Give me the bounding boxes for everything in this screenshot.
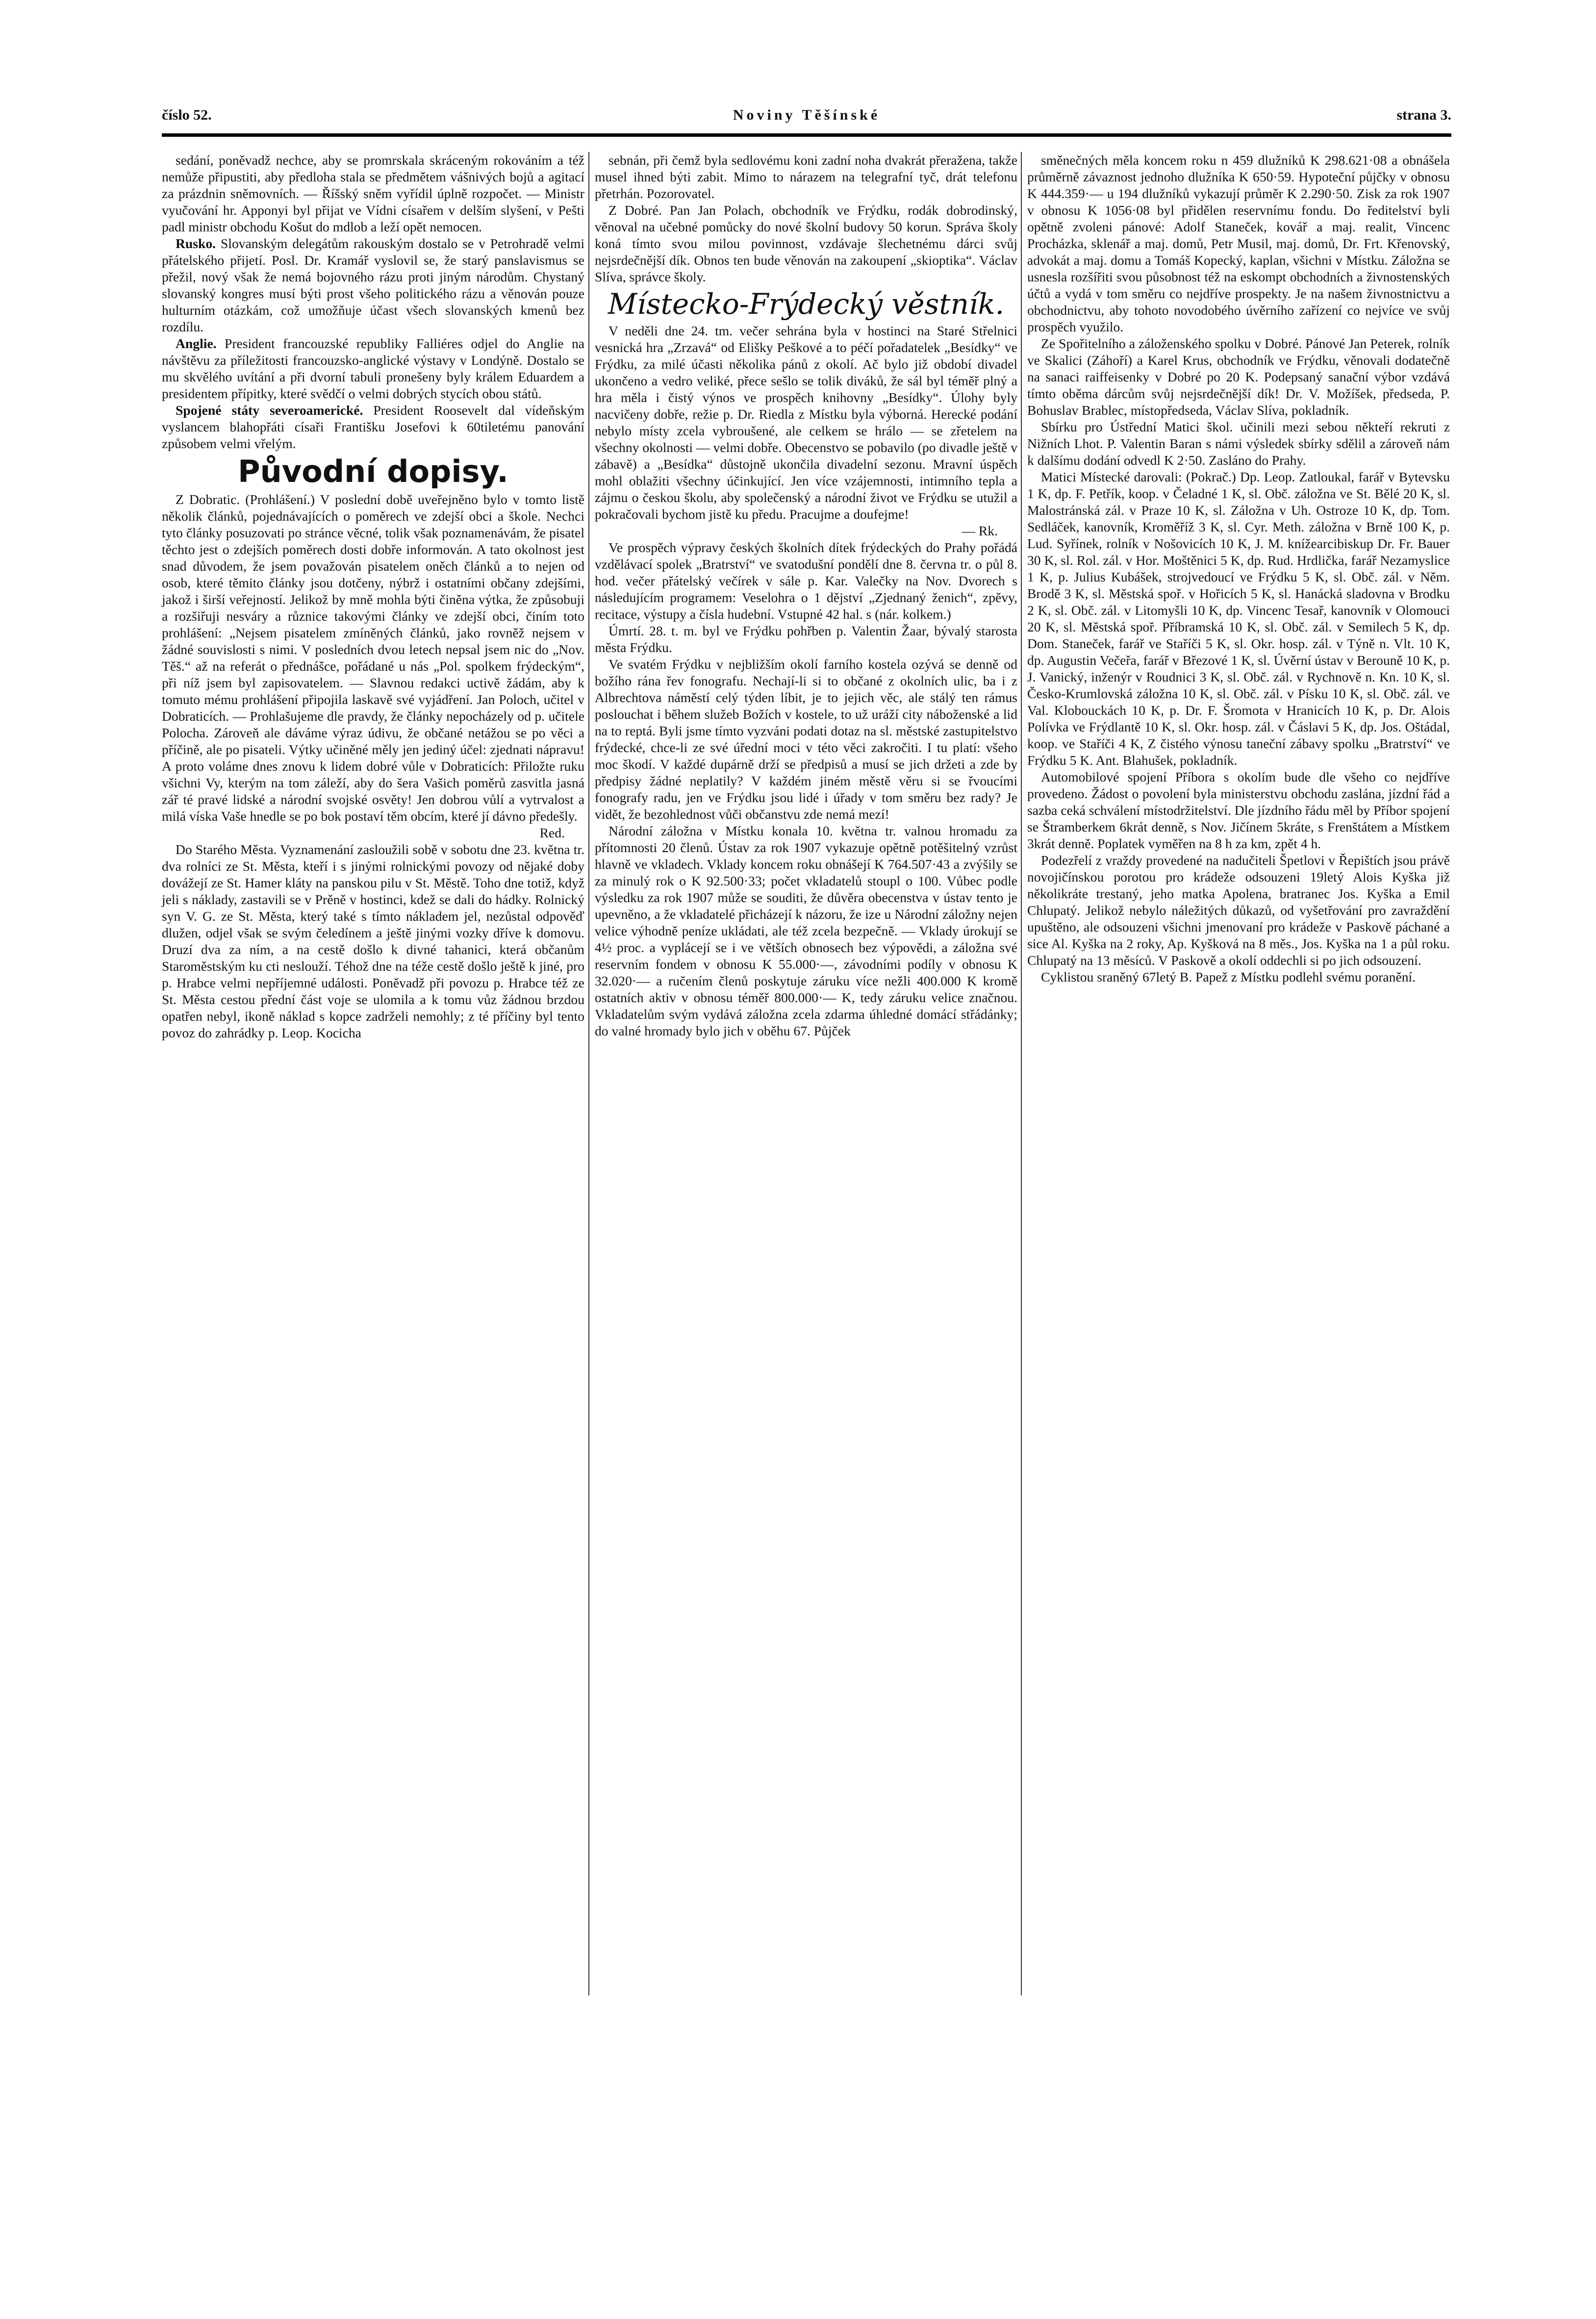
page-header — [162, 107, 1451, 128]
paragraph-text: President Roosevelt dal vídeňským vyslancem blahopřáti císaři Františku Josefovi k 60tiletému panování způsobem velmi vřelým. — [162, 403, 584, 451]
article-paragraph: Podezřelí z vraždy provedené na nadučiteli Špetlovi v Řepištích jsou právě novojičínskou porotou pro krádeže odsouzeni 19letý Alois Kyška již několikráte trestaný, jeho matka Apolena, bratranec Jos. Kyška a Emil Chlupatý. Jelikož nebylo náležitých důkazů, od vyšetřování pro zavraždění upuštěno, ale odsouzeni všichni jmenovaní pro krádeže v Paskově páchané a sice Al. Kyška na 2 roky, Ap. Kyšková na 8 měs., Jos. Kyška na 1 a půl roku. Chlupatý na 13 měsíců. V Paskově a okolí oddechli si po jich odsouzení. — [1027, 853, 1450, 968]
section-heading: Místecko-Frýdecký věstník. — [608, 287, 1005, 321]
column-divider — [588, 152, 589, 1995]
article-paragraph: Úmrtí. 28. t. m. byl ve Frýdku pohřben p. Valentin Žaar, bývalý starosta města Frýdku. — [595, 623, 1017, 655]
article-paragraph — [162, 235, 584, 335]
article-paragraph: sebnán, při čemž byla sedlovému koni zadní noha dvakrát přeražena, takže musel ihned býti zabit. Mimo to nárazem na telegrafní tyč, drát telefonu přetrhán. Pozorovatel. — [595, 152, 1017, 201]
newspaper-title: Noviny Těšínské — [733, 107, 881, 123]
header-rule — [162, 133, 1451, 137]
article-paragraph: Z Dobratic. (Prohlášení.) V poslední době uveřejněno bylo v tomto listě několik článků, pojednávajících o poměrech ve zdejší obci a škole. Nechci tyto články posuzovati po stránce věcné, tolik však poznamenávám, že pisatel těchto jest o zdejších poměrech dosti dobře informován. A tato okolnost jest snad důvodem, že jsem považován pisatelem oněch článků a to nejen od osob, které těmito články jsou dotčeny, nýbrž i ostatními občany zdejšími, jakož i širší veřejností. Jelikož by mně mohla býti činěna výtka, že způsobuji a rozšiřuji nesváry a různice takovými články ve zdejší obci, činím toto prohlášení: „Nejsem pisatelem zmíněných článků, jako rovněž nejsem v žádné souvislosti s nimi. V posledních dvou letech nepsal jsem nic do „Nov. Těš.“ až na referát o přednášce, pořádané u nás „Pol. spolkem frýdeckým“, při níž jsem byl zapisovatelem. — Slavnou redakci uctivě žádám, aby k tomuto mému prohlášení připojila laskavě své vyjádření. Jan Poloch, učitel v Dobraticích. — Prohlašujeme dle pravdy, že články nepocházely od p. učitele Polocha. Zároveň ale dáváme výraz údivu, že občané netážou se po věci a příčině, ale po pisateli. Výtky učiněné měly jen jediný účel: zjednati nápravu! A proto voláme dnes znovu k lidem dobré vůle v Dobraticích: Přiložte ruku všichni Vy, kterým na tom záleží, aby do šera Vašich poměrů zasvitla jasná zář té pravé lidské a národní svojské osvěty! Jen dobrou vůlí a vytrvalost a milá víska Vaše hnedle se po bok postaví těm obcím, které jí dávno předešly. — [162, 492, 584, 824]
article-paragraph: Automobilové spojení Příbora s okolím bude dle všeho co nejdříve provedeno. Žádost o povolení byla ministerstvu obchodu zaslána, jízdní řád a sazba ceká schválení místodržitelství. Dle jízdního řádu měl by Příbor spojení se Štramberkem 6krát denně, s Nov. Jičínem 5kráte, s Frenštátem a Místkem 3krát denně. Poplatek vyměřen na 8 h za km, zpět 4 h. — [1027, 769, 1450, 851]
paragraph-lead: Rusko. — [176, 236, 216, 251]
article-paragraph: Ve prospěch výpravy českých školních dítek frýdeckých do Prahy pořádá vzdělávací spolek „Bratrství“ ve svatodušní pondělí dne 8. června tr. o půl 8. hod. večer přátelský večírek v sále p. Kar. Valečky na Nov. Dvorech s následujícím programem: Veselohra o 1 dějství „Zjednaný ženich“, zpěvy, recitace, výstupy a čísla hudební. Vstupné 42 hal. s (nár. kolkem.) — [595, 540, 1017, 622]
issue-number: číslo 52. — [162, 107, 212, 123]
paragraph-lead: Spojené státy severoamerické. — [176, 403, 363, 418]
article-paragraph: Do Starého Města. Vyznamenání zasloužili sobě v sobotu dne 23. května tr. dva rolníci ze St. Města, kteří i s jinými rolnickými povozy od nějaké doby dovážejí ze St. Hamer kláty na panskou pilu v St. Městě. Toho dne totiž, když jeli s náklady, zastavili se v Prěně v hostinci, kdež se dali do hádky. Rolnický syn V. G. ze St. Města, který také s tímto nákladem jel, nezůstal odpověď dlužen, odjel však se svým čeledínem a ještě jinými vozky dříve k domovu. Druzí dva za ním, a na cestě došlo k divné tahanici, která občanům Staroměstským ku cti neslouží. Téhož dne na téže cestě došlo ještě k jiné, pro p. Hrabce velmi nepříjemné události. Poněvadž při povozu p. Hrabce též ze St. Města cestou přední část voje se ulomila a k tomu vůz žádnou brzdou opatřen nebyl, ikoně náklad s kopce zadrželi nemohly; z té příčiny byl tento povoz do zahrádky p. Leop. Kocicha — [162, 842, 584, 1040]
article-paragraph: Národní záložna v Místku konala 10. května tr. valnou hromadu za přítomnosti 20 členů. Ústav za rok 1907 vykazuje opětně potěšitelný vzrůst hlavně ve vkladech. Vklady koncem roku obnášejí K 764.507·43 a zvýšily se za minulý rok o K 92.500·33; počet vkladatelů stoupl o 100. Vůbec podle výsledku za rok 1907 může se souditi, že důvěra obecenstva v ústav tento je upevněno, a že vkladatelé přicházejí k názoru, že ize u Národní záložny nejen velice výhodně peníze ukládati, ale též zcela bezpečně. — Vklady úrokují se 4½ proc. a vyplácejí se i ve větších obnosech bez výpovědi, a záložna své reservním fondem v obnosu K 55.000·—, závodními podíly v obnosu K 32.020·— a ručením členů poskytuje záruku více nežli 400.000 K kromě ostatních aktiv v obnosu téměř 800.000·— K, tedy záruku velice značnou. Vkladatelům svým vydává záložna zcela zdarma úhledné domácí střádánky; do valné hromady bylo jich v oběhu 67. Půjček — [595, 823, 1017, 1038]
article-paragraph: Cyklistou sraněný 67letý B. Papež z Místku podlehl svému poranění. — [1041, 969, 1416, 984]
column-3 — [1027, 152, 1450, 985]
signature: — Rk. — [962, 523, 998, 538]
column-1 — [162, 152, 584, 1041]
paragraph-text: Slovanským delegátům rakouským dostalo se v Petrohradě velmi přátelského přijetí. Posl. Dr. Kramář vyslovil se, že starý panslavismus se přežil, nový však že nemá bojovného rázu proti jiným národům. Chystaný slovanský kongres musí býti prost všeho politického rázu a věnován pouze hulturním otázkám, což umožňuje účast všech slovanských kmenů bez rozdílu. — [162, 236, 584, 334]
article-paragraph — [162, 402, 584, 452]
section-heading: Původní dopisy. — [238, 454, 508, 489]
article-paragraph: Matici Místecké darovali: (Pokrač.) Dp. Leop. Zatloukal, farář v Bytevsku 1 K, dp. F. Petřík, koop. v Čeladné 1 K, sl. Obč. záložna ve St. Bělé 20 K, sl. Malostránská zál. v Praze 10 K, sl. Záložna v Uh. Ostroze 10 K, dp. Tom. Sedláček, kanovník, Kroměříž 3 K, sl. Cyr. Meth. záložna v Brně 100 K, p. Lud. Syřínek, rolník v Nošovicích 10 K, J. M. knížearcibiskup Dr. Fr. Bauer 30 K, sl. Rol. zál. v Hor. Moštěnici 5 K, dp. Rud. Hrdlička, farář Nezamyslice 1 K, p. Julius Kubášek, strojvedoucí ve Frýdku 5 K, sl. Obč. zál. v Něm. Brodě 3 K, sl. Městská spoř. v Hořicích 5 K, sl. Hanácká sladovna v Brodku 2 K, sl. Obč. zál. v Litomyšli 10 K, dp. Vincenc Tesař, kanovník v Olomouci 20 K, sl. Městská spoř. Příbramská 10 K, sl. Obč. zál. v Semilech 5 K, dp. Dom. Staneček, farář ve Staříči 5 K, sl. Okr. hosp. zál. v Týně n. Vlt. 10 K, dp. Augustin Večeřa, farář v Březové 1 K, sl. Úvěrní ústav v Berouně 10 K, p. J. Vanický, inženýr v Roudnici 3 K, sl. Obč. zál. v Rychnově n. Kn. 10 K, sl. Česko-Krumlovská záložna 10 K, sl. Obč. zál. v Písku 10 K, sl. Obč. zál. ve Val. Klobouckách 10 K, p. Dr. F. Šromota v Hranicích 10 K, p. Dr. Alois Polívka ve Frýdlantě 10 K, sl. Okr. hosp. zál. v Čáslavi 5 K, dp. Jos. Oštádal, koop. ve Staříči 4 K, Z čistého výnosu taneční zábavy spolku „Bratrství“ ve Frýdku 5 K. Ant. Blahušek, pokladník. — [1027, 469, 1450, 768]
article-paragraph: V neděli dne 24. tm. večer sehrána byla v hostinci na Staré Střelnici vesnická hra „Zrzavá“ od Elišky Peškové a to péčí pořadatelek „Besídky“ ve Frýdku, za milé účasti několika pánů z okolí. Ač bylo již období divadel ukončeno a vedro veliké, přece sešlo se tolik diváků, že sál byl téměř plný a hra měla i čistý výnos ve prospěch knihovny „Besídky“. Úlohy byly nacvičeny dobře, režie p. Dr. Riedla z Místku byla výborná. Herecké podání nebylo místy zcela vybroušené, ale celkem se hrálo — se zřetelem na všechny okolnosti — velmi dobře. Obecenstvo se pobavilo (po divadle ještě v zábavě) a „Besídka“ důstojně ukončila divadelní sezonu. Mravní úspěch mohl oblažiti všechny účinkující. Jen více vzájemnosti, intimního tepla a zájmu o českou školu, aby společenský a národní život ve Frýdku se utužil a pokračovali bychom jistě ku předu. Pracujme a doufejme! — [595, 323, 1017, 522]
article-paragraph: sedání, poněvadž nechce, aby se promrskala skráceným rokováním a též nemůže připustiti, aby předloha stala se předmětem vášnivých bojů a agitací za prázdnin sněmovních. — Říšský sněm vyřídil úplně rozpočet. — Ministr vyučování hr. Apponyi byl přijat ve Vídni císařem v delším slyšení, v Pešti padl ministr obchodu Košut do mdlob a leží opět nemocen. — [162, 152, 584, 234]
paragraph-lead: Anglie. — [176, 336, 217, 351]
column-divider — [1021, 152, 1022, 1995]
article-paragraph: Ze Spořitelního a záloženského spolku v Dobré. Pánové Jan Peterek, rolník ve Skalici (Záhoří) a Karel Krus, obchodník ve Frýdku, věnovali dodatečně na sanaci raiffeisenky v Dobré po 20 K. Podepsaný sanační výbor vzdává tímto oběma dárcům svůj nejsrdečnější dík! Dr. V. Možíšek, předseda, P. Bohuslav Brablec, místopředseda, Václav Slíva, pokladník. — [1027, 336, 1450, 418]
column-2 — [595, 152, 1017, 1039]
article-paragraph: Sbírku pro Ústřední Matici škol. učinili mezi sebou někteří rekruti z Nižních Lhot. P. Valentin Baran s námi výsledek sbírky sdělil a zároveň nám k dalšímu dodání odvedl K 2·50. Zasláno do Prahy. — [1027, 419, 1450, 468]
page-number: strana 3. — [1396, 107, 1451, 123]
article-paragraph: směnečných měla koncem roku n 459 dlužníků K 298.621·08 a obnášela průměrně závaznost jednoho dlužníka K 650·59. Hypoteční půjčky v obnosu K 444.359·— u 194 dlužníků vykazují průměr K 2.290·50. Zisk za rok 1907 v obnosu K 1056·08 byl přidělen reservnímu fondu. Do ředitelství byli opětně zvoleni pánové: Adolf Staneček, kovář a maj. realit, Vincenc Procházka, sklenář a maj. domů, Petr Musil, maj. domů, Dr. Frt. Křenovský, advokát a maj. domu a Tomáš Kopecký, kaplan, všichni v Místku. Záložna se usnesla rozšířiti svou působnost též na eskompt obchodních a živnostenských účtů a vydá v tom směru co nejdříve prospekty. Je na našem živnostnictvu a obchodnictvu, aby tohoto novodobého úvěrního zařízení co nejvíce ve svůj prospěch využilo. — [1027, 152, 1450, 334]
article-paragraph — [162, 335, 584, 402]
article-paragraph: Z Dobré. Pan Jan Polach, obchodník ve Frýdku, rodák dobrodinský, věnoval na učebné pomůcky do nové školní budovy 50 korun. Správa školy koná tímto svou milou povinnost, vzdávaje šlechetnému dárci svůj nejsrdečnější dík. Obnos ten bude věnován na zakoupení „skioptika“. Václav Slíva, správce školy. — [595, 202, 1017, 284]
article-paragraph: Ve svatém Frýdku v nejbližším okolí farního kostela ozývá se denně od božího rána řev fonografu. Nechají-li si to občané z okolních ulic, ba i z Albrechtova náměstí celý týden líbit, je to jejich věc, ale stálý ten rámus poslouchat i během služeb Božích v kostele, to už uráží city náboženské a lid na to reptá. Byli jsme tímto vyzváni podati dotaz na sl. městské zastupitelstvo frýdecké, chce-li ze své úřední moci v této věci zakročiti. I tu platí: všeho moc škodí. V každé dupárně drží se předpisů a musí se jich držeti a zde by předpisy žádné neplatily? V každém jiném městě věru si se řvoucími fonografy radu, jen ve Frýdku jsou lidé i úřady v tom směru bez rady? Je vidět, že bezohlednost vůči občanstvu zde nemá mezí! — [595, 656, 1017, 822]
paragraph-text: President francouzské republiky Falliéres odjel do Anglie na návštěvu za příležitosti francouzsko-anglické výstavy v Londýně. Dostalo se mu skvělého uvítání a při dvorní tabuli pronešeny byly králem Eduardem a presidentem přípitky, které svědčí o velmi dobrých stycích obou států. — [162, 336, 584, 401]
signature: Red. — [539, 825, 565, 840]
